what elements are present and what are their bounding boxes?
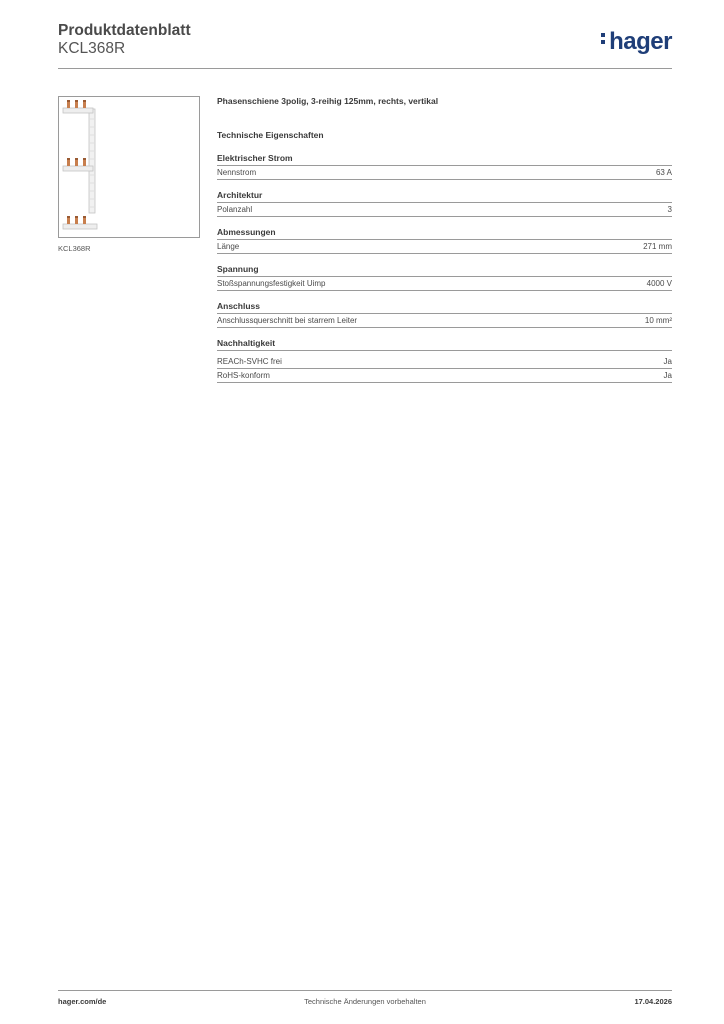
footer-divider (58, 990, 672, 991)
property-label: Nennstrom (217, 168, 257, 177)
property-label: Stoßspannungsfestigkeit Uimp (217, 279, 326, 288)
group-sustainability (217, 338, 672, 383)
group-title: Elektrischer Strom (217, 153, 672, 166)
logo-text: hager (609, 28, 672, 55)
group-dimensions (217, 227, 672, 254)
image-caption: KCL368R (58, 244, 91, 253)
property-row (217, 203, 672, 217)
property-row (217, 369, 672, 383)
footer-notice: Technische Änderungen vorbehalten (304, 997, 426, 1006)
group-title: Anschluss (217, 301, 672, 314)
page-header (58, 22, 672, 68)
technical-properties-title: Technische Eigenschaften (217, 130, 324, 140)
group-title: Spannung (217, 264, 672, 277)
group-title: Nachhaltigkeit (217, 338, 672, 351)
group-connection (217, 301, 672, 328)
property-label: RoHS-konform (217, 371, 270, 380)
property-row (217, 240, 672, 254)
group-electric-current (217, 153, 672, 180)
property-value: 271 mm (643, 242, 672, 251)
footer-date: 17.04.2026 (634, 997, 672, 1006)
property-row (217, 314, 672, 328)
property-row (217, 166, 672, 180)
group-architecture (217, 190, 672, 217)
group-title: Architektur (217, 190, 672, 203)
group-title: Abmessungen (217, 227, 672, 240)
product-content (217, 96, 672, 393)
property-label: Anschlussquerschnitt bei starrem Leiter (217, 316, 358, 325)
property-row (217, 355, 672, 369)
header-divider (58, 68, 672, 69)
page-footer (58, 997, 672, 1009)
product-image (58, 96, 200, 238)
group-voltage (217, 264, 672, 291)
logo-colon-icon (601, 30, 606, 47)
property-row (217, 277, 672, 291)
document-title: Produktdatenblatt (58, 22, 191, 39)
property-label: Länge (217, 242, 240, 251)
property-value: Ja (663, 371, 672, 380)
phase-busbar-icon (59, 97, 199, 237)
product-code: KCL368R (58, 40, 126, 57)
footer-website-link[interactable]: hager.com/de (58, 997, 107, 1006)
property-value: 10 mm² (644, 316, 672, 325)
property-value: Ja (663, 357, 672, 366)
hager-logo (601, 28, 672, 56)
property-label: REACh-SVHC frei (217, 357, 282, 366)
property-label: Polanzahl (217, 205, 253, 214)
property-value: 4000 V (646, 279, 672, 288)
product-description: Phasenschiene 3polig, 3-reihig 125mm, rechts, vertikal (217, 96, 439, 106)
property-value: 63 A (655, 168, 672, 177)
property-value: 3 (667, 205, 672, 214)
